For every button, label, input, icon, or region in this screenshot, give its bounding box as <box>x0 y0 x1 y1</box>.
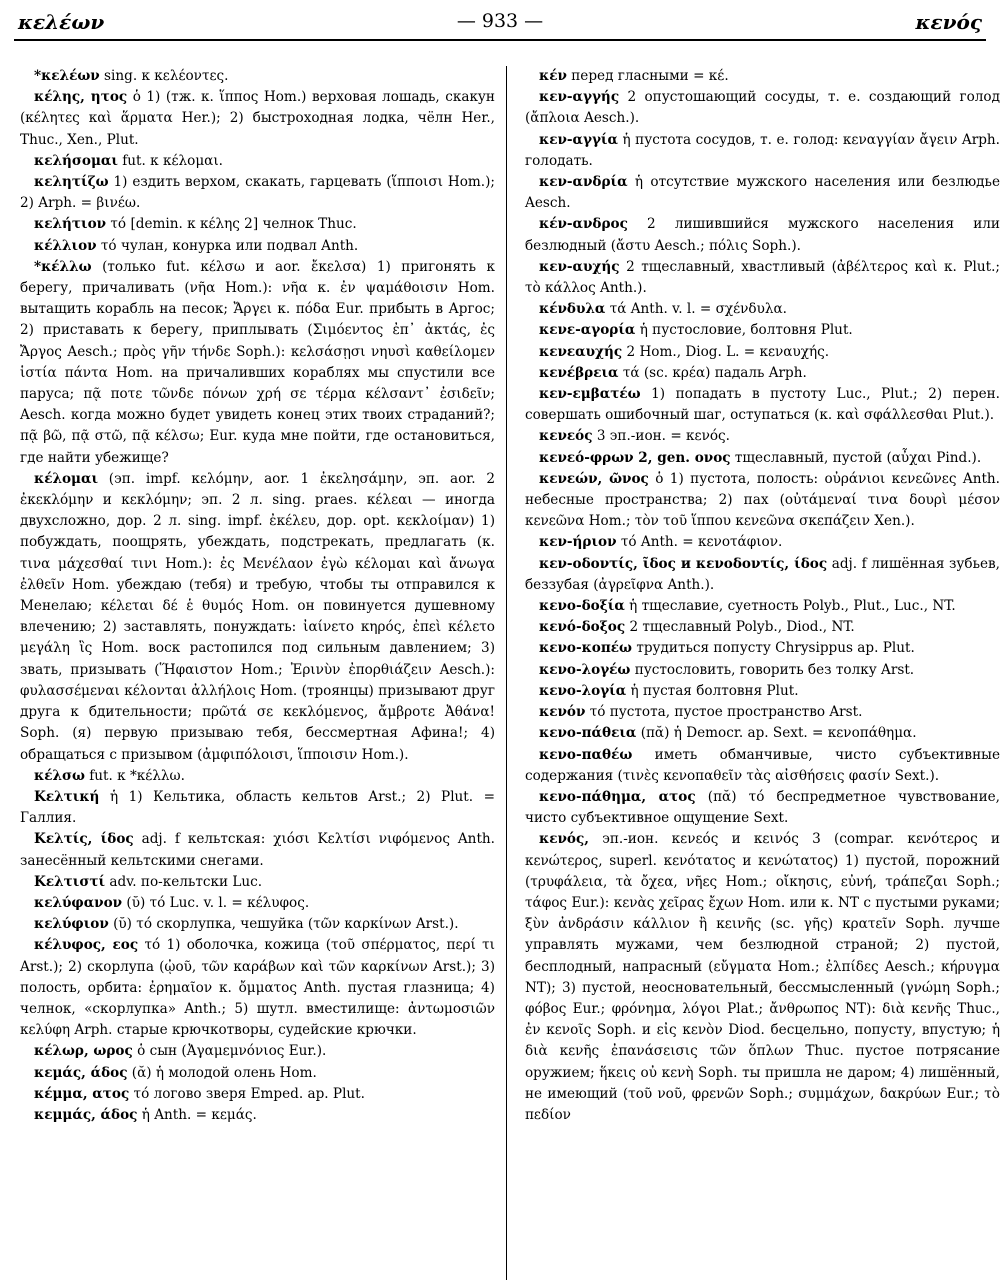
entry-headword: κεν-οδοντίς, ῖδος и κενοδοντίς, ίδος <box>539 555 828 572</box>
entry-text: 3 эп.-ион. = κενός. <box>592 428 730 445</box>
dictionary-entry <box>525 384 1000 426</box>
entry-text: τά Anth. v. l. = σχένδυλα. <box>605 301 787 318</box>
dictionary-entry <box>20 151 495 172</box>
dictionary-entry <box>525 617 1000 638</box>
dictionary-entry <box>525 787 1000 829</box>
entry-text: τό пустота, пустое пространство Arst. <box>585 704 863 721</box>
entry-text: ἡ отсутствие мужского населения или безлюдье Aesch. <box>525 174 1000 212</box>
dictionary-entry <box>525 532 1000 553</box>
column-divider <box>506 66 507 1280</box>
dictionary-entry <box>20 1063 495 1084</box>
entry-text: ἡ пустота сосудов, т. е. голод: κεναγγίαν ἄγειν Arph. голодать. <box>525 131 1000 169</box>
entry-headword: κέμμα, ατος <box>34 1085 130 1102</box>
right-column <box>525 66 1000 1126</box>
entry-headword: κεμμάς, άδος <box>34 1106 138 1123</box>
entry-headword: κεν-αγγία <box>539 131 618 148</box>
dictionary-entry <box>20 469 495 766</box>
entry-headword: κεν-ήριον <box>539 534 617 551</box>
entry-headword: κελήσομαι <box>34 152 118 169</box>
dictionary-entry <box>525 342 1000 363</box>
dictionary-entry <box>20 787 495 829</box>
entry-headword: *κελέων <box>34 68 100 84</box>
dictionary-entry <box>525 745 1000 787</box>
entry-headword: κενέβρεια <box>539 364 619 381</box>
dictionary-entry <box>525 214 1000 256</box>
entry-text: трудиться попусту Chrysippus ap. Plut. <box>632 640 915 657</box>
entry-text: τό логово зверя Emped. ap. Plut. <box>129 1085 365 1102</box>
entry-text: 1) попадать в пустоту Luc., Plut.; 2) перен. совершать ошибочный шаг, оступаться (κ. καὶ σφάλλεσθαι Plut.). <box>525 386 1000 424</box>
entry-text: (ῠ) τό Luc. v. l. = κέλυφος. <box>122 894 310 911</box>
dictionary-entry <box>20 1084 495 1105</box>
entry-text: adv. по-кельтски Luc. <box>105 873 263 890</box>
entry-headword: κένδυλα <box>539 301 606 318</box>
dictionary-entry <box>525 130 1000 172</box>
entry-headword: κενο-λογία <box>539 682 627 699</box>
entry-text: перед гласными = κέ. <box>566 68 729 84</box>
entry-headword: κελητίζω <box>34 174 109 191</box>
entry-text: τό [demin. к κέλης 2] челнок Thuc. <box>106 216 357 233</box>
entry-headword: κεμάς, άδος <box>34 1064 128 1081</box>
entry-text: (πᾰ) ἡ Democr. ap. Sext. = κενοπάθημα. <box>636 725 917 742</box>
entry-headword: κεν-αγγής <box>539 89 620 106</box>
entry-text: (ῠ) τό скорлупка, чешуйка (τῶν καρκίνων Arst.). <box>108 916 459 933</box>
entry-headword: κενο-λογέω <box>539 661 631 678</box>
entry-headword: *κέλλω <box>34 258 92 275</box>
entry-text: тщеславный, пустой (αὖχαι Pind.). <box>730 449 982 466</box>
entry-text: τό чулан, конурка или подвал Anth. <box>96 237 359 254</box>
entry-text: 2 тщеславный, хвастливый (ἀβέλτερος καὶ κ. Plut.; τὸ κάλλος Anth.). <box>525 258 1000 297</box>
dictionary-entry <box>525 299 1000 320</box>
dictionary-entry <box>20 214 495 235</box>
entry-headword: κενο-δοξία <box>539 598 625 615</box>
entry-headword: κενός, <box>539 831 589 848</box>
dictionary-entry <box>525 363 1000 384</box>
entry-headword: κενεός <box>539 428 593 445</box>
entry-text: τά (sc. κρέα) падаль Arph. <box>618 364 807 381</box>
dictionary-entry <box>525 638 1000 659</box>
entry-text: ἡ тщеславие, суетность Polyb., Plut., Luc., NT. <box>624 598 956 615</box>
entry-text: (эп. impf. κελόμην, aor. 1 ἐκελησάμην, эп. aor. 2 ἐκεκλόμην и κεκλόμην; эп. 2 л. sing. praes. κέλεαι — иногда двухсложно, дор. 2 л. sing. impf. ἐκέλευ, дор. opt. κεκλοίμαν) 1) побуждать, поощрять, убеждать, подстрекать, предлагать (κ. τινα μάχεσθαί τινι Hom.): ἐς Μενέλαον ἐγὼ κέλομαι καὶ ἄνωγα ἐλθεῖν Hom. убеждаю (тебя) и требую, чтобы ты отправился к Менелаю; κέλεται δέ ἑ θυμός Hom. он повинуется душевному влечению; 2) заставлять, понуждать: ἰαίνετο κηρός, ἐπεὶ κέλετο μεγάλη ἲς Hom. воск растопился под сильным давлением; 3) звать, призывать (Ἥφαιστον Hom.; Ἐρινὺν ἐπορθιάζειν Aesch.): φυλασσέμεναι κέλονται ἀλλήλοις Hom. (троянцы) призывают друг друга к бдительности; πρῶτά σε κεκλόμενος, ἄμβροτε Ἀθάνα! Soph. (я) первую призываю тебя, бессмертная Афина!; 4) обращаться с призывом (ἀμφιπόλοισι, ἵπποισιν Hom.). <box>20 470 495 763</box>
entry-text: ὁ 1) (тж. κ. ἵππος Hom.) верховая лошадь, скакун (κέλητες καὶ ἅρματα Her.); 2) быстроходная лодка, чёлн Her., Thuc., Xen., Plut. <box>20 89 495 148</box>
entry-text: ὁ сын (Ἀγαμεμνόνιος Eur.). <box>132 1043 327 1060</box>
dictionary-entry <box>525 681 1000 702</box>
left-column <box>20 66 495 1126</box>
entry-headword: κενεαυχής <box>539 343 623 360</box>
entry-headword: κενό-δοξος <box>539 619 626 636</box>
entry-text: ἡ пустословие, болтовня Plut. <box>635 322 853 339</box>
entry-text: 2 опустошающий сосуды, т. е. создающий голод (ἄπλοια Aesch.). <box>525 89 1000 127</box>
entry-headword: κέλσω <box>34 767 85 784</box>
dictionary-entry <box>525 257 1000 299</box>
entry-headword: κελήτιον <box>34 216 107 233</box>
dictionary-entry <box>525 66 1000 87</box>
dictionary-entry <box>525 596 1000 617</box>
entry-text: эп.-ион. κενεός и κεινός 3 (compar. κενότερος и κενώτερος, superl. κενότατος и κενώτατος) 1) пустой, порожний (τρυφάλεια, τὰ ὄχεα, νῆες Hom.; οἴκησις, εὐνή, τράπεζαι Soph.; τάφος Eur.): κενὰς χεῖρας ἔχων Hom. или κ. NT с пустыми руками; ξὺν ἀνδράσιν κάλλιον ἢ κεινῆς (sc. γῆς) κρατεῖν Soph. лучше управлять мужами, чем безлюдной страной; 2) пустой, бесплодный, напрасный (εὔγματα Hom.; ἐλπίδες Aesch.; κήρυγμα NT); 3) пустой, неосновательный, бессмысленный (γνώμη Soph.; φόβος Eur.; φρόνημα, λόγοι Plat.; ἄνθρωπος NT): διὰ κενῆς Thuc., ἐν κενοῖς Soph. и εἰς κενὸν Diod. бесцельно, попусту, впустую; ἡ διὰ κενῆς ἐπανάσεισις τῶν ὅπλων Thuc. пустое потрясание оружием; ἥκεις οὐ κενὴ Soph. ты пришла не даром; 4) лишённый, не имеющий (τοῦ νοῦ, φρενῶν Soph.; συμμάχων, δακρύων Eur.; τὸ πεδίον <box>525 831 1000 1123</box>
entry-headword: κενεών, ῶνος <box>539 470 649 487</box>
header-left-guideword: κελέων <box>18 10 105 34</box>
entry-headword: κεν-αυχής <box>539 258 620 275</box>
dictionary-entry <box>525 87 1000 129</box>
entry-text: (πᾰ) τό беспредметное чувствование, чисто субъективное ощущение Sext. <box>525 788 1000 827</box>
entry-text: пустословить, говорить без толку Arst. <box>630 661 915 678</box>
header-right-guideword: κενός <box>915 10 982 34</box>
dictionary-entry <box>525 829 1000 1126</box>
dictionary-entry <box>20 914 495 935</box>
entry-headword: Κελτική <box>34 788 100 805</box>
dictionary-entry <box>20 257 495 469</box>
entry-headword: κέλομαι <box>34 470 99 487</box>
page-number: — 933 — <box>456 10 544 32</box>
dictionary-entry <box>20 236 495 257</box>
entry-headword: κενο-παθέω <box>539 746 633 763</box>
entry-text: ὁ 1) пустота, полость: οὐράνιοι κενεῶνες Anth. небесные пространства; 2) пах (οὐτάμεναί τινα δουρὶ μέσον κενεῶνα Hom.; τὸν τοῦ ἵππου κενεῶνα σκεπάζειν Xen.). <box>525 470 1000 530</box>
entry-headword: κελύφιον <box>34 916 109 933</box>
dictionary-entry <box>525 426 1000 447</box>
entry-headword: κενο-κοπέω <box>539 640 633 657</box>
entry-headword: κενόν <box>539 704 586 721</box>
entry-text: 2 тщеславный Polyb., Diod., NT. <box>625 619 855 636</box>
entry-headword: κέλης, ητος <box>34 89 128 106</box>
entry-headword: κέλλιον <box>34 237 97 254</box>
dictionary-entry <box>20 829 495 871</box>
dictionary-entry <box>20 87 495 151</box>
entry-text: ἡ пустая болтовня Plut. <box>626 682 799 699</box>
dictionary-entry <box>20 935 495 1041</box>
entry-text: adj. f кельтская: χιόσι Κελτίσι νιφόμενος Anth. занесённый кельтскими снегами. <box>20 831 495 869</box>
entry-text: sing. к κελέοντες. <box>99 68 229 84</box>
entry-headword: κελύφανον <box>34 894 123 911</box>
entry-text: τό 1) оболочка, кожица (τοῦ σπέρματος, περί τι Arst.); 2) скорлупа (ᾠοῦ, τῶν καράβων καὶ τῶν καρκίνων Arst.); 3) полость, орбита: ἐρημαῖον κ. ὄμματος Anth. пустая глазница; 4) челнок, «скорлупка» Anth.; 5) шутл. вместилище: ἀντωμοσιῶν κελύφη Arph. старые крючкотворы, судейские крючки. <box>20 937 496 1039</box>
entry-headword: κενε-αγορία <box>539 322 636 339</box>
entry-headword: κενεό-φρων 2, gen. ονος <box>539 449 731 466</box>
entry-text: 2 лишившийся мужского населения или безлюдный (ἄστυ Aesch.; πόλις Soph.). <box>525 216 1000 254</box>
dictionary-entry <box>20 893 495 914</box>
entry-text: fut. к *κέλλω. <box>84 767 185 784</box>
entry-headword: κενο-πάθημα, ατος <box>539 788 696 805</box>
entry-text: 1) ездить верхом, скакать, гарцевать (ἵπποισι Hom.); 2) Arph. = βινέω. <box>20 174 495 212</box>
entry-text: 2 Hom., Diog. L. = κεναυχής. <box>622 343 830 360</box>
entry-headword: Κελτιστί <box>34 873 106 890</box>
entry-headword: κενο-πάθεια <box>539 725 637 742</box>
entry-text: ἡ 1) Кельтика, область кельтов Arst.; 2) Plut. = Галлия. <box>20 788 495 827</box>
entry-text: fut. к κέλομαι. <box>117 152 223 169</box>
dictionary-entry <box>525 172 1000 214</box>
dictionary-entry <box>525 320 1000 341</box>
dictionary-entry <box>20 172 495 214</box>
entry-headword: κέλυφος, εος <box>34 937 139 954</box>
dictionary-entry <box>20 66 495 87</box>
entry-text: иметь обманчивые, чисто субъективные содержания (τινὲς κενοπαθεῖν τὰς αἰσθήσεις φασίν Sext.). <box>525 746 1000 784</box>
entry-headword: κέν <box>539 68 567 84</box>
entry-headword: κεν-ανδρία <box>539 174 628 191</box>
entry-headword: κέν-ανδρος <box>539 216 628 233</box>
header-rule <box>14 39 986 41</box>
dictionary-entry <box>525 702 1000 723</box>
dictionary-entry <box>20 1105 495 1126</box>
page-header <box>18 6 982 36</box>
entry-headword: Κελτίς, ίδος <box>34 831 134 848</box>
dictionary-entry <box>20 766 495 787</box>
dictionary-entry <box>525 469 1000 533</box>
dictionary-entry <box>525 448 1000 469</box>
entry-headword: κεν-εμβατέω <box>539 386 641 403</box>
entry-headword: κέλωρ, ωρος <box>34 1043 133 1060</box>
dictionary-entry <box>525 554 1000 596</box>
entry-text: (ᾰ) ἡ молодой олень Hom. <box>127 1064 317 1081</box>
dictionary-entry <box>525 660 1000 681</box>
entry-text: ἡ Anth. = κεμάς. <box>137 1106 257 1123</box>
entry-text: τό Anth. = κενοτάφιον. <box>616 534 783 551</box>
entry-text: (только fut. κέλσω и aor. ἔκελσα) 1) пригонять к берегу, причаливать (νῆα Hom.): νῆα κ. ἐν ψαμάθοισιν Hom. вытащить корабль на песок; Ἄργει κ. πόδα Eur. прибыть в Аргос; 2) приставать к берегу, приплывать (Σιμόεντος ἐπ᾽ ἀκτάς, ἐς Ἄργος Aesch.; πρὸς γῆν τήνδε Soph.): κελσάσῃσι νηυσὶ καθείλομεν ἱστία πάντα Hom. на причаливших кораблях мы спустили все паруса; πᾷ ποτε τῶνδε πόνων χρή σε τέρμα κέλσαντ᾽ ἐσιδεῖν; Aesch. когда можно будет увидеть конец этих твоих страданий?; πᾷ βῶ, πᾷ στῶ, πᾷ κέλσω; Eur. куда мне пойти, где остановиться, где найти убежище? <box>20 258 495 466</box>
dictionary-entry <box>20 1041 495 1062</box>
entry-text: adj. f лишённая зубьев, беззубая (ἀγρεῖφνα Anth.). <box>525 555 1000 593</box>
dictionary-entry <box>20 872 495 893</box>
dictionary-entry <box>525 723 1000 744</box>
